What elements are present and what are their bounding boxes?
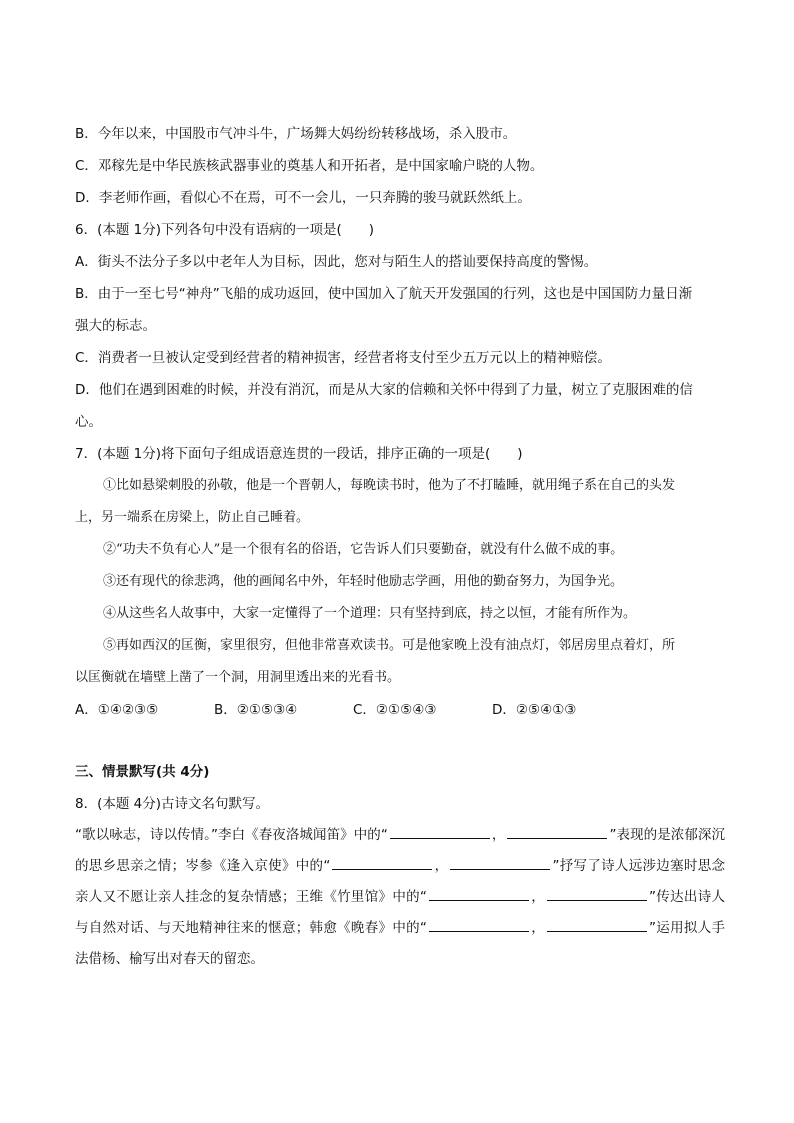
q6-option-d-line2: 心。 (75, 414, 102, 430)
answer-blank-6[interactable] (547, 884, 647, 901)
q6-option-b-line2: 强大的标志。 (75, 318, 156, 334)
answer-blank-4[interactable] (450, 853, 550, 870)
q5-option-b: B．今年以来，中国股市气冲斗牛，广场舞大妈纷纷转移战场，杀入股市。 (75, 126, 517, 142)
answer-blank-2[interactable] (507, 822, 607, 839)
q8-text-4: ， (434, 858, 449, 874)
q7-stem: 7．(本题 1分)将下面句子组成语意连贯的一段话，排序正确的一项是( ) (75, 446, 523, 462)
q8-text-8: ， (530, 920, 546, 936)
answer-blank-5[interactable] (429, 884, 529, 901)
q6-option-c: C．消费者一旦被认定受到经营者的精神损害，经营者将支付至少五万元以上的精神赔偿。 (75, 350, 611, 366)
q8-text-1: “歌以咏志，诗以传情。”李白《春夜洛城闻笛》中的“ (75, 827, 388, 843)
answer-blank-7[interactable] (429, 915, 529, 932)
q7-option-c: C．②①⑤④③ (353, 702, 437, 718)
q7-sentence-3: ③还有现代的徐悲鸿，他的画闻名中外，年轻时他励志学画，用他的勤奋努力，为国争光。 (103, 574, 624, 589)
q8-paragraph (75, 820, 725, 975)
q7-sentence-1-line1: ①比如悬梁刺股的孙敬，他是一个晋朝人，每晚读书时，他为了不打瞌睡，就用绳子系在自己的头发 (103, 478, 676, 493)
q7-sentence-5-line2: 以匡衡就在墙壁上凿了一个洞，用洞里透出来的光看书。 (75, 670, 401, 685)
q8-stem: 8．(本题 4分)古诗文名句默写。 (75, 796, 270, 812)
q8-text-5: ”抒写了诗人远涉边塞时思念亲人又不愿让亲人挂念的复杂情感；王维《竹里馆》中的“ (75, 858, 725, 905)
answer-blank-3[interactable] (332, 853, 432, 870)
answer-blank-1[interactable] (390, 822, 490, 839)
q8-text-7: ”传达出诗人与自然对话、与天地精神往来的惬意；韩愈《晚春》中的“ (75, 889, 725, 936)
answer-blank-8[interactable] (547, 915, 647, 932)
q5-option-c: C．邓稼先是中华民族核武器事业的奠基人和开拓者，是中国家喻户晓的人物。 (75, 158, 544, 174)
q7-sentence-2: ②“功夫不负有心人”是一个很有名的俗语，它告诉人们只要勤奋，就没有什么做不成的事。 (103, 542, 624, 557)
section-3-title: 三、情景默写(共 4分) (75, 764, 210, 780)
q7-sentence-1-line2: 上，另一端系在房梁上，防止自己睡着。 (75, 510, 310, 525)
q8-text-6: ， (530, 889, 546, 905)
q8-text-9: ”运用拟人手法借杨、榆写出对春天的留恋。 (75, 920, 725, 967)
q7-sentence-5-line1: ⑤再如西汉的匡衡，家里很穷，但他非常喜欢读书。可是他家晚上没有油点灯，邻居房里点着灯，所 (103, 638, 676, 653)
q7-option-d: D．②⑤④①③ (492, 702, 577, 718)
q8-text-2: ， (491, 827, 506, 843)
q7-option-b: B．②①⑤③④ (214, 702, 298, 718)
q6-option-d-line1: D．他们在遇到困难的时候，并没有消沉，而是从大家的信赖和关怀中得到了力量，树立了克服困难的信 (75, 382, 693, 398)
q5-option-d: D．李老师作画，看似心不在焉，可不一会儿，一只奔腾的骏马就跃然纸上。 (75, 190, 531, 206)
q6-stem: 6．(本题 1分)下列各句中没有语病的一项是( ) (75, 222, 375, 238)
exam-page (75, 118, 725, 975)
q7-options (75, 694, 725, 726)
q8-text-3: ”表现的是浓郁深沉的思乡思亲之情；岑参《逢入京使》中的“ (75, 827, 726, 874)
q6-option-b-line1: B．由于一至七号“神舟”飞船的成功返回，使中国加入了航天开发强国的行列，这也是中国国防力量日渐 (75, 286, 693, 302)
q7-sentence-4: ④从这些名人故事中，大家一定懂得了一个道理：只有坚持到底，持之以恒，才能有所作为。 (103, 606, 637, 621)
q7-option-a: A．①④②③⑤ (75, 702, 159, 718)
q6-option-a: A．街头不法分子多以中老年人为目标，因此，您对与陌生人的搭讪要保持高度的警惕。 (75, 254, 598, 270)
